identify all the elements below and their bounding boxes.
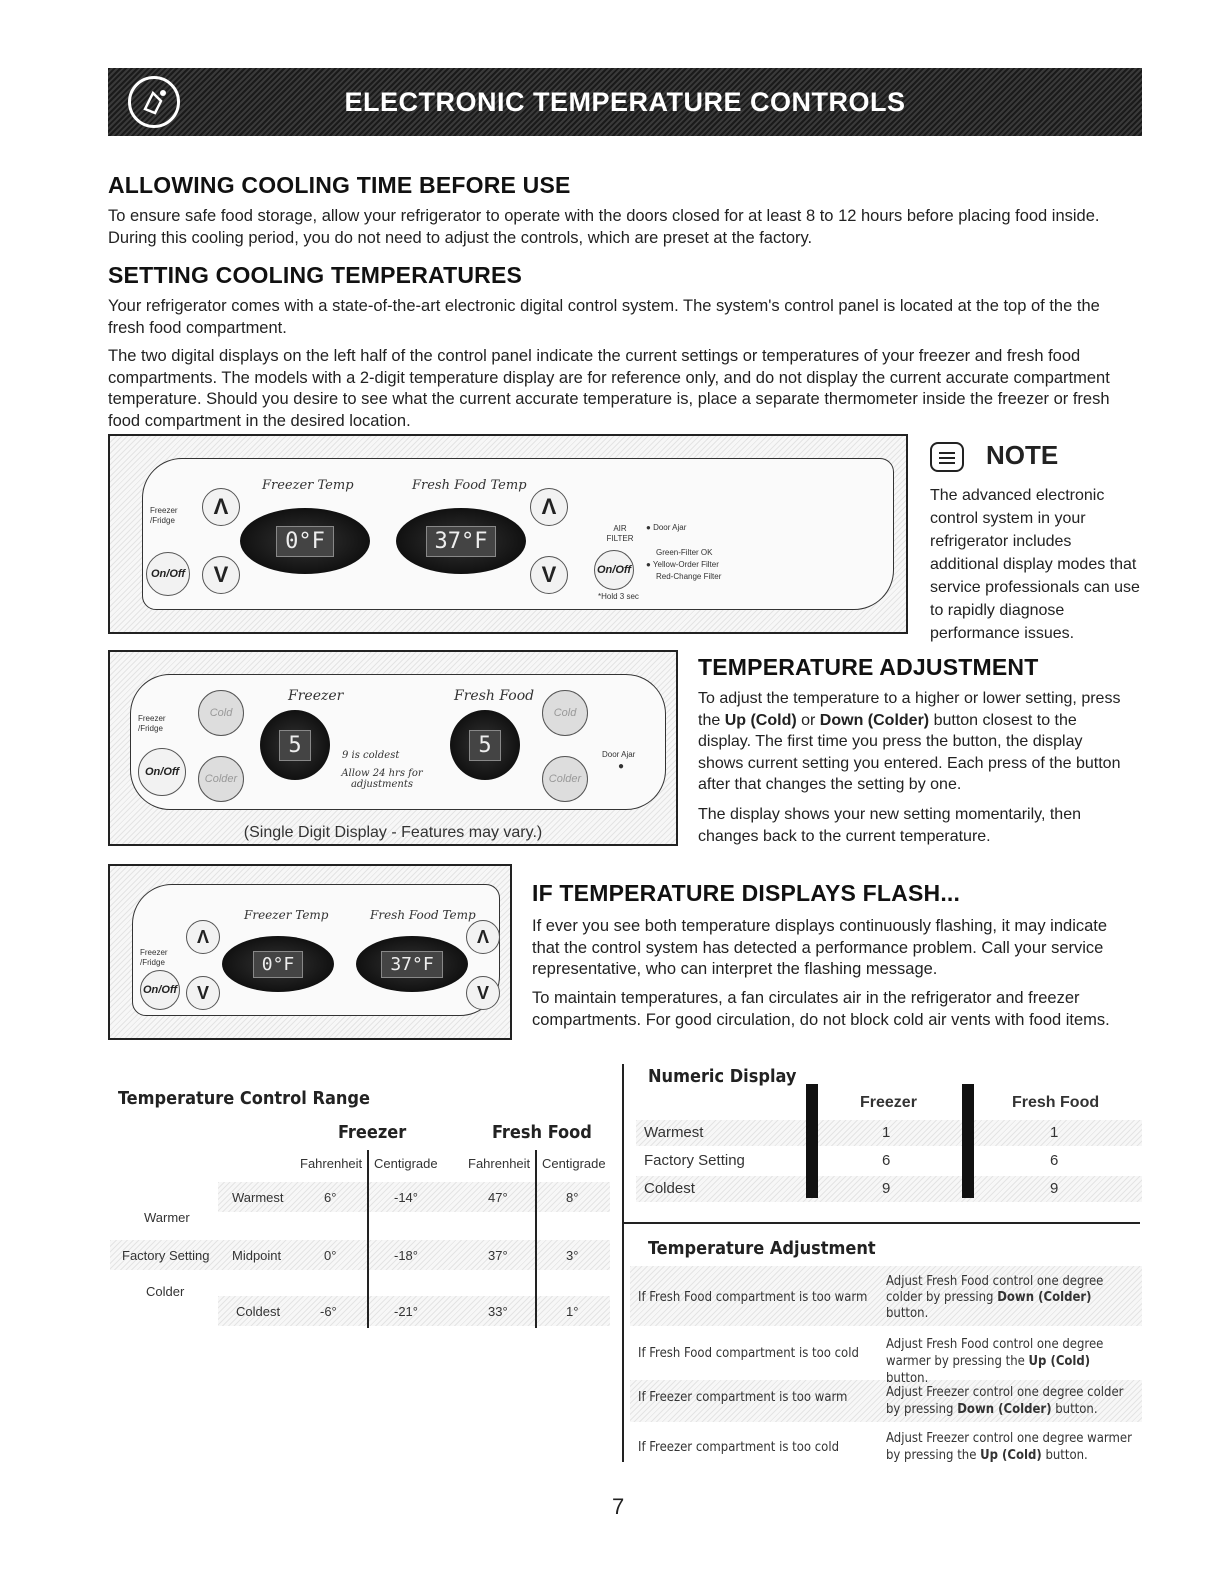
adjust-action: Adjust Fresh Food control one degree colder by pressing Down (Colder) button. bbox=[886, 1274, 1104, 1321]
fresh-food-label: Fresh Food bbox=[454, 688, 535, 704]
control-panel-illustration-2digit bbox=[108, 434, 908, 634]
adjust-condition: If Freezer compartment is too cold bbox=[638, 1440, 840, 1455]
range-divider bbox=[535, 1150, 537, 1328]
range-cell: 0° bbox=[324, 1248, 337, 1263]
range-cell: 33° bbox=[488, 1304, 508, 1319]
fresh-food-temp-display: 37°F bbox=[396, 508, 526, 574]
fresh-food-up-button[interactable]: Λ bbox=[530, 488, 568, 526]
numeric-cell: 9 bbox=[882, 1180, 891, 1197]
freezer-centigrade-header: Centigrade bbox=[374, 1156, 438, 1171]
adjust-condition: If Fresh Food compartment is too cold bbox=[638, 1346, 859, 1361]
numeric-cell: 1 bbox=[1050, 1124, 1059, 1141]
fresh-food-down-button[interactable]: V bbox=[530, 556, 568, 594]
adjust-condition: If Fresh Food compartment is too warm bbox=[638, 1290, 868, 1305]
range-cell: -14° bbox=[394, 1190, 418, 1205]
factory-setting-label: Factory Setting bbox=[122, 1248, 210, 1263]
control-panel-illustration-2digit-small bbox=[108, 864, 512, 1040]
numeric-cell: 6 bbox=[882, 1152, 891, 1169]
page-number: 7 bbox=[612, 1494, 625, 1519]
fresh-food-temp-label: Fresh Food Temp bbox=[412, 478, 527, 493]
adjust-action: Adjust Freezer control one degree colder by pressing Down (Colder) button. bbox=[886, 1385, 1124, 1417]
fresh-food-cold-button[interactable]: Cold bbox=[542, 690, 588, 736]
numeric-row-label: Factory Setting bbox=[644, 1152, 745, 1169]
page-header-title: ELECTRONIC TEMPERATURE CONTROLS bbox=[344, 86, 906, 117]
adjustment-table-title: Temperature Adjustment bbox=[648, 1238, 876, 1259]
on-off-button[interactable]: On/Off bbox=[146, 552, 190, 596]
adjustment-note: Allow 24 hrs for adjustments bbox=[341, 768, 423, 790]
numeric-row-label: Coldest bbox=[644, 1180, 695, 1197]
hold-note: *Hold 3 sec bbox=[598, 592, 639, 601]
setting-heading: SETTING COOLING TEMPERATURES bbox=[108, 262, 523, 288]
freezer-up-button[interactable]: Λ bbox=[202, 488, 240, 526]
cooling-time-text: To ensure safe food storage, allow your refrigerator to operate with the doors closed for at least 8 to 12 hours before placing food inside. During this cooling period, you do not need to adjust the controls, which are preset at the factory. bbox=[108, 207, 1100, 247]
control-panel-illustration-single-digit bbox=[108, 650, 678, 846]
numeric-row-label: Warmest bbox=[644, 1124, 704, 1141]
numeric-fresh-header: Fresh Food bbox=[1012, 1094, 1100, 1111]
freezer-temp-label: Freezer Temp bbox=[244, 908, 329, 922]
adjust-action: Adjust Freezer control one degree warmer by pressing the Up (Cold) button. bbox=[886, 1431, 1132, 1463]
filter-reset-button[interactable]: On/Off bbox=[594, 550, 634, 590]
cooling-time-heading: ALLOWING COOLING TIME BEFORE USE bbox=[108, 172, 571, 198]
numeric-freezer-header: Freezer bbox=[860, 1094, 917, 1111]
numeric-divider bbox=[806, 1084, 818, 1198]
fresh-food-down-button[interactable]: V bbox=[466, 976, 500, 1010]
green-filter-label: Green-Filter OK bbox=[656, 548, 713, 557]
fresh-fahrenheit-header: Fahrenheit bbox=[468, 1156, 531, 1171]
freezer-colder-button[interactable]: Colder bbox=[198, 756, 244, 802]
range-cell: 37° bbox=[488, 1248, 508, 1263]
freezer-down-button[interactable]: V bbox=[202, 556, 240, 594]
adjustment-text-2: The display shows your new setting momentarily, then changes back to the current temperature. bbox=[698, 806, 1081, 845]
door-ajar-label: Door Ajar bbox=[602, 750, 636, 759]
range-cell: -6° bbox=[320, 1304, 337, 1319]
fresh-centigrade-header: Centigrade bbox=[542, 1156, 606, 1171]
adjust-condition: If Freezer compartment is too warm bbox=[638, 1390, 848, 1405]
fresh-food-temp-display: 37°F bbox=[356, 936, 468, 992]
on-off-button[interactable]: On/Off bbox=[138, 748, 186, 796]
range-fresh-header: Fresh Food bbox=[492, 1122, 592, 1143]
numeric-display-title: Numeric Display bbox=[648, 1066, 797, 1087]
range-row-label: Warmest bbox=[232, 1190, 284, 1205]
door-ajar-label: ● Door Ajar bbox=[646, 523, 687, 532]
refrigerator-logo-icon bbox=[128, 76, 180, 128]
range-table-title: Temperature Control Range bbox=[118, 1088, 370, 1109]
temperature-adjustment-heading: TEMPERATURE ADJUSTMENT bbox=[698, 654, 1039, 680]
freezer-fridge-label: Freezer /Fridge bbox=[150, 506, 178, 525]
coldest-note: 9 is coldest bbox=[342, 750, 400, 761]
freezer-temp-display: 0°F bbox=[222, 936, 334, 992]
fresh-food-colder-button[interactable]: Colder bbox=[542, 756, 588, 802]
fresh-food-up-button[interactable]: Λ bbox=[466, 920, 500, 954]
colder-label: Colder bbox=[146, 1284, 185, 1299]
numeric-cell: 6 bbox=[1050, 1152, 1059, 1169]
range-row-label: Midpoint bbox=[232, 1248, 282, 1263]
right-column-rule bbox=[622, 1064, 624, 1462]
freezer-down-button[interactable]: V bbox=[186, 976, 220, 1010]
flash-text-1: If ever you see both temperature displays continuously flashing, it may indicate that the control system has detected a performance problem. Call your service representative, who can interpret the flashing message. bbox=[532, 917, 1108, 978]
flash-text-2: To maintain temperatures, a fan circulates air in the refrigerator and freezer compartments. For good circulation, do not block cold air vents with food items. bbox=[532, 989, 1110, 1029]
range-cell: 8° bbox=[566, 1190, 579, 1205]
setting-text-1: Your refrigerator comes with a state-of-the-art electronic digital control system. The system's control panel is located at the top of the the fresh food compartment. bbox=[108, 297, 1100, 337]
numeric-divider bbox=[962, 1084, 974, 1198]
adjustment-text-1: To adjust the temperature to a higher or lower setting, press the Up (Cold) or Down (Colder) button closest to the display. The first time you press the button, the display shows current setting you entered. Each press of the button after that changes the setting by one. bbox=[698, 690, 1121, 793]
red-filter-label: Red-Change Filter bbox=[656, 572, 722, 581]
range-cell: 6° bbox=[324, 1190, 337, 1205]
on-off-button[interactable]: On/Off bbox=[140, 970, 180, 1010]
page-header-banner bbox=[108, 68, 1142, 136]
range-cell: -18° bbox=[394, 1248, 418, 1263]
setting-text-2: The two digital displays on the left half of the control panel indicate the current settings or temperatures of your freezer and fresh food compartments. The models with a 2-digit temperature display are for reference only, and do not display the current accurate compartment temperature. Should you desire to see what the current accurate temperature is, place a separate thermometer inside the freezer or fresh food compartment in the desired location. bbox=[108, 347, 1110, 430]
door-ajar-indicator-icon: ● bbox=[618, 761, 625, 772]
range-cell: 1° bbox=[566, 1304, 579, 1319]
freezer-temp-display: 0°F bbox=[240, 508, 370, 574]
fresh-food-temp-label: Fresh Food Temp bbox=[370, 908, 476, 922]
note-icon bbox=[930, 442, 964, 472]
range-divider bbox=[367, 1150, 369, 1328]
freezer-display: 5 bbox=[260, 710, 330, 780]
freezer-fahrenheit-header: Fahrenheit bbox=[300, 1156, 363, 1171]
freezer-fridge-label: Freezer /Fridge bbox=[140, 948, 168, 967]
fresh-food-display: 5 bbox=[450, 710, 520, 780]
panel-caption: (Single Digit Display - Features may vary.) bbox=[243, 824, 543, 841]
flash-heading: IF TEMPERATURE DISPLAYS FLASH... bbox=[532, 880, 961, 906]
freezer-temp-label: Freezer Temp bbox=[262, 478, 354, 493]
freezer-label: Freezer bbox=[288, 688, 344, 704]
numeric-cell: 9 bbox=[1050, 1180, 1059, 1197]
yellow-filter-label: ● Yellow-Order Filter bbox=[646, 560, 719, 569]
adjust-action: Adjust Fresh Food control one degree warmer by pressing the Up (Cold) button. bbox=[886, 1337, 1104, 1386]
freezer-up-button[interactable]: Λ bbox=[186, 920, 220, 954]
air-filter-label: AIR FILTER bbox=[606, 524, 634, 543]
range-cell: 47° bbox=[488, 1190, 508, 1205]
range-freezer-header: Freezer bbox=[338, 1122, 407, 1143]
freezer-fridge-label: Freezer /Fridge bbox=[138, 714, 166, 733]
freezer-cold-button[interactable]: Cold bbox=[198, 690, 244, 736]
range-cell: 3° bbox=[566, 1248, 579, 1263]
range-row-label: Coldest bbox=[236, 1304, 281, 1319]
range-cell: -21° bbox=[394, 1304, 418, 1319]
warmer-label: Warmer bbox=[144, 1210, 190, 1225]
table-separator bbox=[624, 1222, 1140, 1224]
numeric-cell: 1 bbox=[882, 1124, 891, 1141]
note-text: The advanced electronic control system in your refrigerator includes additional display modes that service professionals can use to rapidly diagnose performance issues. bbox=[930, 487, 1140, 642]
note-heading: NOTE bbox=[986, 440, 1059, 470]
